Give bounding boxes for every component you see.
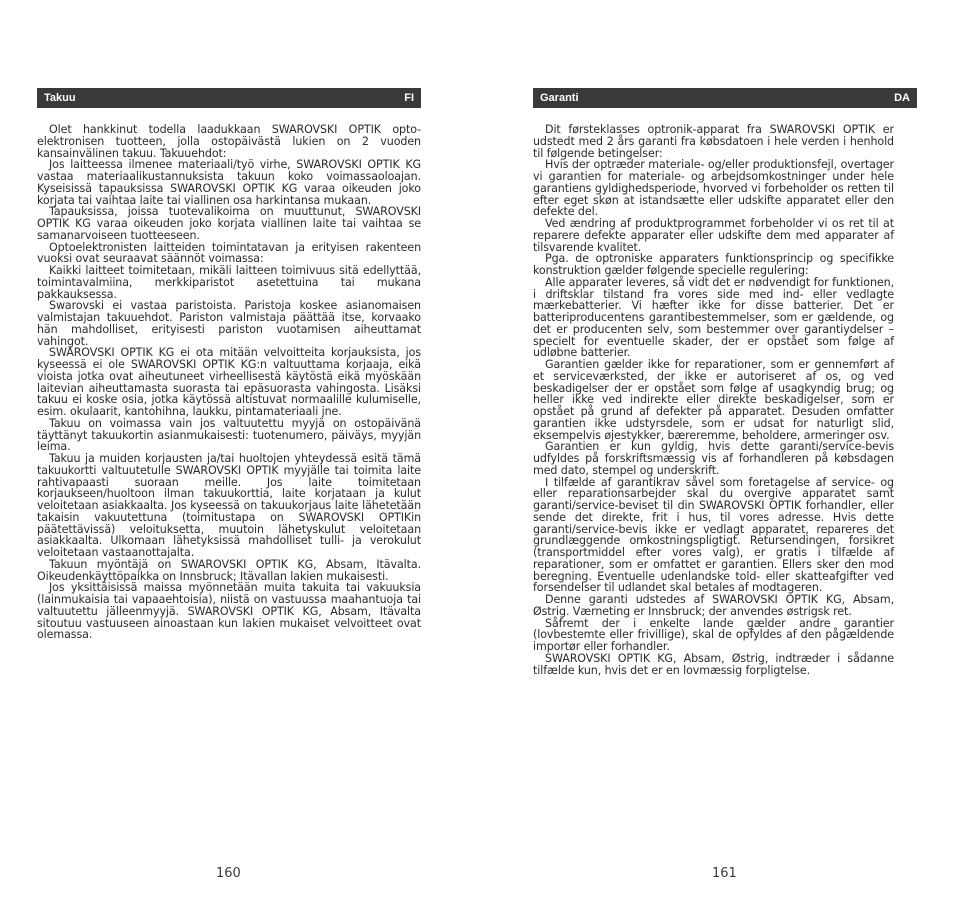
paragraph: Alle apparater leveres, så vidt det er nødvendigt for funktionen, i driftsklar tilstand fra vores side med ind- eller vedlagte mærkebatterier. Vi hæfter ikke for disse batterier. Det er batteriproducentens garantibestemmelser, som er gældende, og det er producenten selv, som bestemmer over garantiydelser – specielt for eventuelle skader, der er opstået som følge af udløbne batterier. [533,275,894,360]
language-code: FI [404,92,414,104]
section-title: Takuu [44,92,76,104]
paragraph: Dit førsteklasses optronik-apparat fra SWAROVSKI OPTIK er udstedt med 2 års garanti fra købsdatoen i hele verden i henhold til følgende betingelser: [533,123,894,160]
paragraph: Optoelektronisten laitteiden toimintatavan ja erityisen rakenteen vuoksi ovat seuraavat säännöt voimassa: [37,240,421,266]
paragraph: Hvis der optræder materiale- og/eller produktionsfejl, overtager vi garantien for materiale- og arbejdsomkostninger under hele garantiens gyldighedsperiode, hvorved vi forbeholder os retten til efter eget skøn at istandsætte eller udskifte apparatet eller den defekte del. [533,158,894,219]
paragraph: SWAROVSKI OPTIK KG ei ota mitään velvoitteita korjauksista, jos kyseessä ei ole SWAROVSKI OPTIK KG:n valtuuttama korjaaja, eikä vioista jotka ovat aiheutuneet virheellisestä käytöstä eikä myöskään laitevian aiheuttamasta suorasta tai epäsuorasta vahingosta. Lisäksi takuu ei koske osia, jotka käytössä altistuvat normaalille kulumiselle, esim. okulaarit, kantohihna, laukku, pintamateriaali jne. [37,346,421,418]
paragraph: Takuun myöntäjä on SWAROVSKI OPTIK KG, Absam, Itävalta. Oikeudenkäyttöpaikka on Innsbruck; Itävallan lakien mukaisesti. [37,557,421,583]
section-header-fi [37,88,421,108]
language-code: DA [894,92,910,104]
page-number: 161 [712,866,737,881]
paragraph: Pga. de optroniske apparaters funktionsprincip og specifikke konstruktion gælder følgende specielle regulering: [533,252,894,277]
paragraph: Jos laitteessa ilmenee materiaali/työ virhe, SWAROVSKI OPTIK KG vastaa materiaalikustannuksista takuun koko voimassaoloajan. Kyseisissä tapauksissa SWAROVSKI OPTIK KG varaa oikeuden joko korjata tai vaihtaa laite tai viallinen osa harkintansa mukaan. [37,158,421,207]
section-header-da [533,88,917,108]
section-title: Garanti [540,92,579,104]
paragraph: Olet hankkinut todella laadukkaan SWAROVSKI OPTIK opto-elektronisen tuotteen, jolla ostopäivästä lukien on 2 vuoden kansainvälinen takuu. Takuuehdot: [37,123,421,160]
paragraph: Garantien gælder ikke for reparationer, som er gennemført af et serviceværksted, der ikke er autoriseret af os, og ved beskadigelser der er opstået som følge af usagkyndig brug; og heller ikke ved indirekte eller direkte beskadigelser, som er opstået på grund af defekter på apparatet. Desuden omfatter garantien ikke udstyrsdele, som er udsat for naturligt slid, eksempelvis øjestykker, bæreremme, beholdere, armeringer osv. [533,358,894,442]
paragraph: Denne garanti udstedes af SWAROVSKI OPTIK KG, Absam, Østrig. Værneting er Innsbruck; der anvendes østrigsk ret. [533,593,894,618]
warranty-text-da [533,124,894,676]
paragraph: Kaikki laitteet toimitetaan, mikäli laitteen toimivuus sitä edellyttää, toimintavalmiina, merkkiparistot asetettuina tai mukana pakkauksessa. [37,264,421,301]
paragraph: Tapauksissa, joissa tuotevalikoima on muuttunut, SWAROVSKI OPTIK KG varaa oikeuden joko korjata viallinen laite tai vaihtaa se samanarvoiseen tuotteeseen. [37,205,421,242]
page-number: 160 [216,866,241,881]
paragraph: Jos yksittäisissä maissa myönnetään muita takuita tai vakuuksia (lainmukaisia tai vapaaehtoisia), niistä on vastuussa maahantuoja tai valtuutettu jälleenmyyjä. SWAROVSKI OPTIK KG, Absam, Itävalta sitoutuu vastuuseen ainoastaan kun lakien mukaiset velvoitteet ovat olemassa. [37,581,421,642]
paragraph: Garantien er kun gyldig, hvis dette garanti/service-bevis udfyldes på forskriftsmæssig vis af forhandleren på købsdagen med dato, stempel og underskrift. [533,440,894,477]
paragraph: Ved ændring af produktprogrammet forbeholder vi os ret til at reparere defekte apparater eller udskifte dem med apparater af tilsvarende kvalitet. [533,217,894,254]
paragraph: Takuu on voimassa vain jos valtuutettu myyjä on ostopäivänä täyttänyt takuukortin asianmukaisesti: tuotenumero, päiväys, myyjän leima. [37,416,421,454]
paragraph: I tilfælde af garantikrav såvel som foretagelse af service- og eller reparationsarbejder skal du overgive apparatet samt garanti/service-beviset til din SWAROVSKI OPTIK forhandler, eller sende det direkte, frit i hus, til vores adresse. Hvis dette garanti/service-bevis ikke er vedlagt apparatet, repareres det grundlæggende omkostningspligtigt. Retursendingen, forsikret (transportmiddel efter vores valg), er gratis i tilfælde af reparationer, som er omfattet er garantien. Ellers sker den mod beregning. Eventuelle udenlandske told- eller skatteafgifter ved forsendelser til udlandet skal betales af modtageren. [533,475,894,595]
warranty-text-fi [37,124,421,641]
paragraph: Swarovski ei vastaa paristoista. Paristoja koskee asianomaisen valmistajan takuuehdot. Pariston valmistaja päättää itse, korvaako hän mahdolliset, erityisesti pariston vuotamisen aiheuttamat vahingot. [37,299,421,348]
paragraph: Såfremt der i enkelte lande gælder andre garantier (lovbestemte eller frivillige), skal de opfyldes af den pågældende importør eller forhandler. [533,616,894,653]
right-page [477,0,954,917]
paragraph: SWAROVSKI OPTIK KG, Absam, Østrig, indtræder i sådanne tilfælde kun, hvis det er en lovmæssig forpligtelse. [533,651,894,677]
paragraph: Takuu ja muiden korjausten ja/tai huoltojen yhteydessä esitä tämä takuukortti valtuutetulle SWAROVSKI OPTIK myyjälle tai toimita laite rahtivapaasti suoraan meille. Jos laite toimitetaan korjaukseen/huoltoon ilman takuukorttia, laite korjataan ja kulut veloitetaan asiakkaalta. Jos kyseessä on takuukorjaus laite lähetetään takaisin vakuutettuna (toimitustapa on SWAROVSKI OPTIKin päätettävissä) veloituksetta, muutoin lähetyskulut veloitetaan asiakkaalta. Ulkomaan lähetyksissä mahdolliset tulli- ja verokulut veloitetaan vastaanottajalta. [37,452,421,559]
